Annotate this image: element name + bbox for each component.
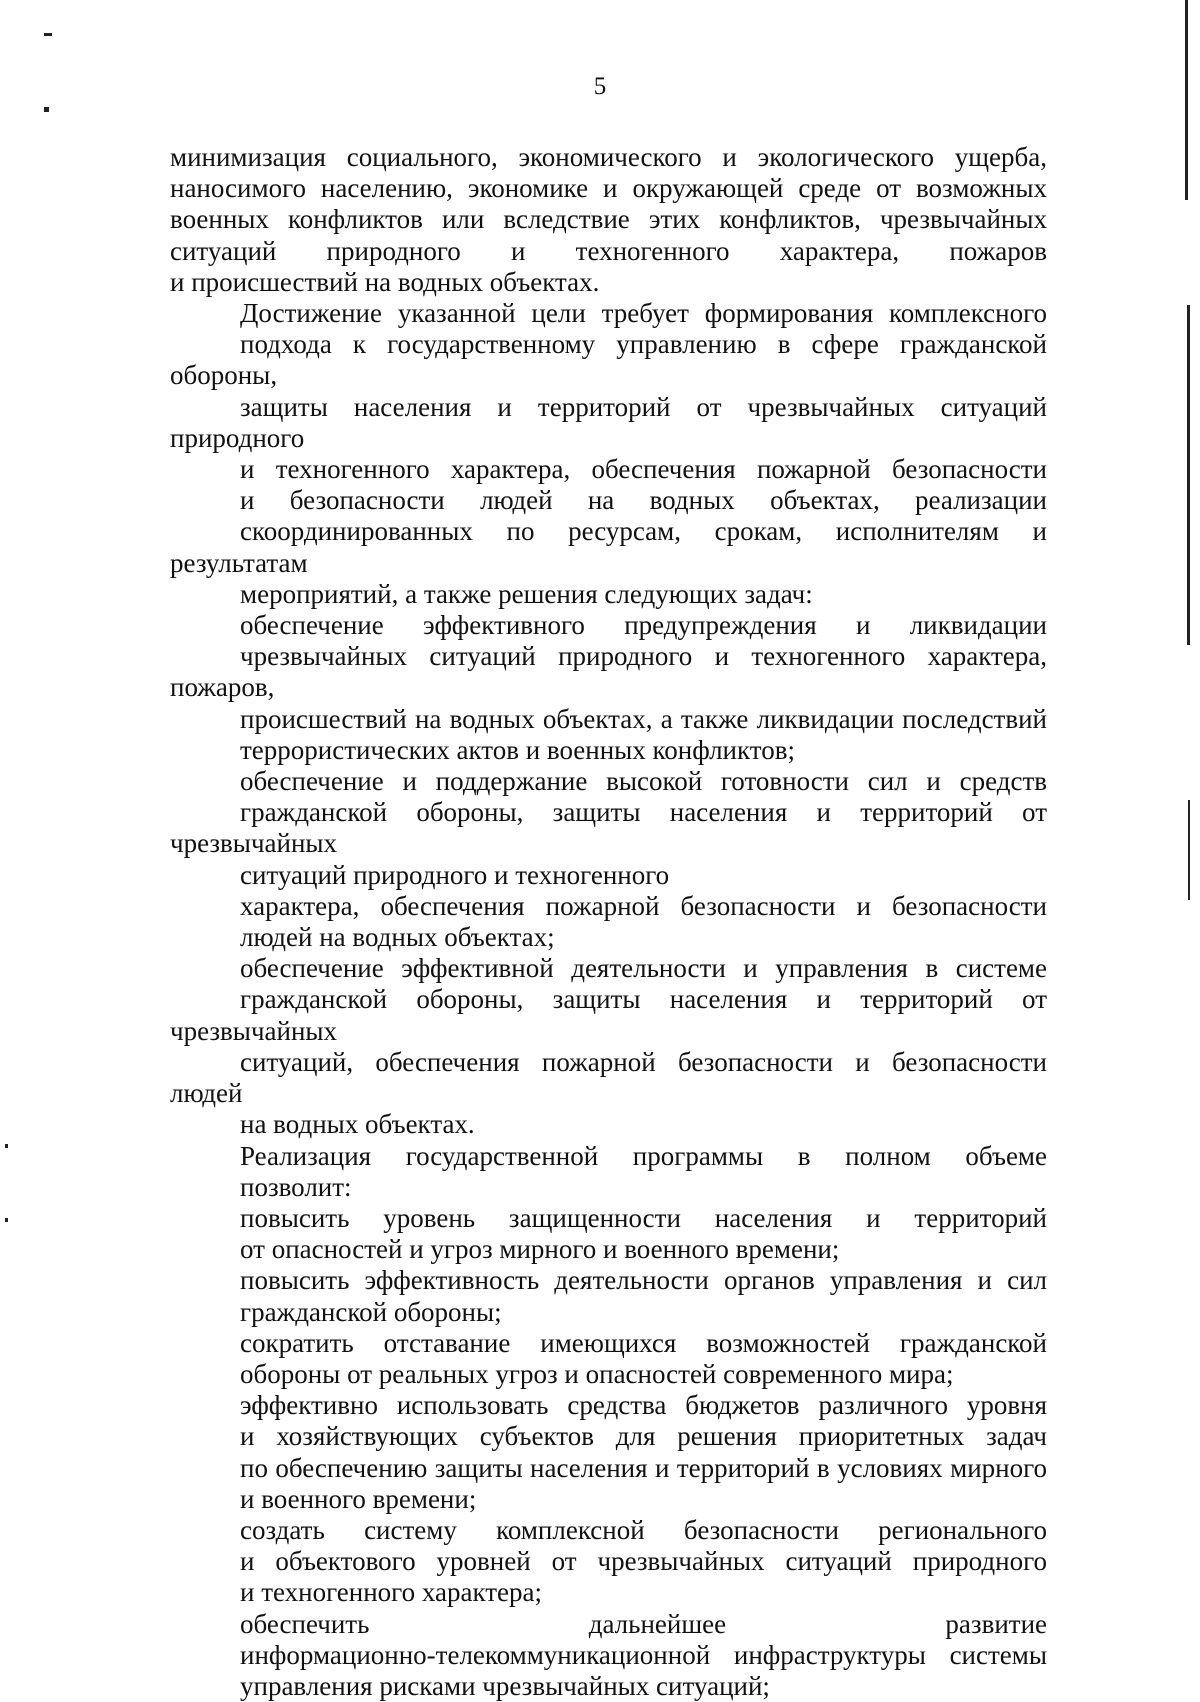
- text-line: управления рисками чрезвычайных ситуаций;: [240, 1670, 770, 1701]
- paragraph: [170, 766, 1047, 891]
- scan-mark: [44, 107, 49, 112]
- text-line: минимизация социального, экономического и экологического ущерба,: [170, 142, 1047, 172]
- text-line: и хозяйствующих субъектов для решения приоритетных задач: [240, 1421, 1047, 1452]
- scan-border-line: [1185, 0, 1188, 200]
- page-number: 5: [593, 73, 607, 100]
- text-line: Реализация государственной программы в полном объеме: [240, 1140, 1047, 1171]
- text-line: обеспечить дальнейшее развитие: [240, 1608, 1047, 1639]
- paragraph: [170, 1141, 1047, 1203]
- scan-border-line: [1188, 800, 1190, 900]
- text-line: Достижение указанной цели требует формирования комплексного: [240, 298, 1047, 329]
- paragraph: [170, 610, 1047, 766]
- text-line: обеспечение эффективного предупреждения и ликвидации: [240, 610, 1047, 641]
- text-line: характера, обеспечения пожарной безопасности и безопасности: [240, 890, 1047, 921]
- text-line: гражданской обороны, защиты населения и территорий от чрезвычайных: [170, 797, 1047, 859]
- document-body: [170, 142, 1047, 1702]
- text-line: чрезвычайных ситуаций природного и техногенного характера, пожаров,: [170, 641, 1047, 703]
- text-line: и безопасности людей на водных объектах, реализации: [240, 485, 1047, 516]
- text-line: от опасностей и угроз мирного и военного времени;: [240, 1234, 840, 1265]
- text-line: военных конфликтов или вследствие этих конфликтов, чрезвычайных: [170, 204, 1047, 235]
- text-line: мероприятий, а также решения следующих задач:: [240, 578, 813, 609]
- text-line: позволит:: [240, 1171, 352, 1202]
- text-line: сократить отставание имеющихся возможностей гражданской: [240, 1327, 1047, 1358]
- text-line: террористических актов и военных конфликтов;: [240, 734, 795, 765]
- text-line: и техногенного характера;: [240, 1577, 542, 1608]
- text-line: обеспечение эффективной деятельности и управления в системе: [240, 953, 1047, 984]
- scan-border-line: [1187, 305, 1190, 645]
- text-line: гражданской обороны, защиты населения и территорий от чрезвычайных: [170, 984, 1047, 1046]
- text-line: происшествий на водных объектах, а также ликвидации последствий: [240, 703, 1047, 734]
- text-line: обороны от реальных угроз и опасностей современного мира;: [240, 1358, 954, 1389]
- scan-mark: [5, 1218, 8, 1222]
- paragraph: [170, 1265, 1047, 1327]
- paragraph: [170, 1515, 1047, 1609]
- paragraph: [170, 1609, 1047, 1702]
- text-line: обеспечение и поддержание высокой готовности сил и средств: [240, 766, 1047, 797]
- text-line: ситуаций, обеспечения пожарной безопасности и безопасности людей: [170, 1046, 1047, 1109]
- text-line: эффективно использовать средства бюджетов различного уровня: [240, 1390, 1047, 1421]
- text-line: и происшествий на водных объектах.: [170, 266, 600, 297]
- paragraph: [170, 142, 1047, 298]
- scan-mark: [5, 1144, 8, 1148]
- text-line: и объектового уровней от чрезвычайных ситуаций природного: [240, 1546, 1047, 1577]
- text-line: и военного времени;: [240, 1483, 477, 1514]
- paragraph: [170, 891, 1047, 953]
- text-line: ситуаций природного и техногенного характера, пожаров: [170, 235, 1047, 266]
- text-line: по обеспечению защиты населения и территорий в условиях мирного: [240, 1452, 1047, 1483]
- text-line: подхода к государственному управлению в сфере гражданской обороны,: [170, 329, 1047, 391]
- paragraph: [170, 1328, 1047, 1390]
- text-line: ситуаций природного и техногенного: [240, 859, 670, 890]
- text-line: на водных объектах.: [240, 1109, 475, 1140]
- scan-mark: [44, 33, 52, 36]
- text-line: скоординированных по ресурсам, срокам, исполнителям и результатам: [170, 516, 1047, 578]
- paragraph: [170, 1390, 1047, 1515]
- paragraph: [170, 1203, 1047, 1265]
- text-line: защиты населения и территорий от чрезвычайных ситуаций природного: [170, 391, 1047, 453]
- paragraph: [170, 298, 1047, 610]
- text-line: людей на водных объектах;: [240, 922, 555, 953]
- text-line: наносимого населению, экономике и окружающей среде от возможных: [170, 173, 1047, 204]
- paragraph: [170, 953, 1047, 1140]
- text-line: и техногенного характера, обеспечения пожарной безопасности: [240, 454, 1047, 485]
- text-line: информационно-телекоммуникационной инфраструктуры системы: [240, 1639, 1047, 1670]
- text-line: создать систему комплексной безопасности регионального: [240, 1514, 1047, 1545]
- text-line: повысить эффективность деятельности органов управления и сил: [240, 1265, 1047, 1296]
- text-line: повысить уровень защищенности населения и территорий: [240, 1202, 1047, 1233]
- text-line: гражданской обороны;: [240, 1296, 502, 1327]
